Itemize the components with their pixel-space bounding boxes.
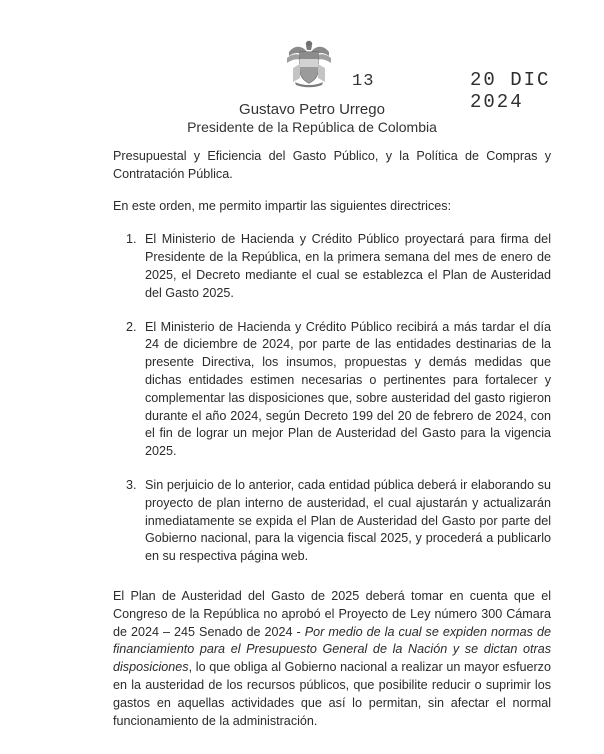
directive-text: El Ministerio de Hacienda y Crédito Público proyectará para firma del Presidente de la República, en la primera semana del mes de enero de 2025, el Decreto mediante el cual se establezca el Plan de Austeridad del Gasto 2025. <box>145 232 551 300</box>
date-stamp: 20 DIC 2024 <box>470 69 551 113</box>
directive-item <box>113 319 551 461</box>
directive-number: 2. <box>126 319 137 334</box>
page-number: 13 <box>352 72 375 91</box>
closing-text-end: , lo que obliga al Gobierno nacional a realizar un mayor esfuerzo en la austeridad de los recursos públicos, que posibilite reducir o suprimir los gastos en aquellas actividades que así lo permitan, sin afectar el normal funcionamiento de la administración. <box>113 660 551 728</box>
directive-text: El Ministerio de Hacienda y Crédito Público recibirá a más tardar el día 24 de diciembre de 2024, por parte de las entidades destinarias de la presente Directiva, los insumos, propuestas y demás medidas que dichas entidades estimen necesarias o pertinentes para fortalecer y complementar las disposiciones que, sobre austeridad del gasto rigieron durante el año 2024, según Decreto 199 del 20 de febrero de 2024, con el fin de lograr un mejor Plan de Austeridad del Gasto para la vigencia 2025. <box>145 319 551 459</box>
directives-list <box>113 231 551 566</box>
document-body <box>113 148 551 730</box>
directive-number: 1. <box>126 232 137 247</box>
bill-title-italic: Por medio de la cual se expiden normas de financiamiento para el Presupuesto General de la Nación y se dictan otras disposiciones <box>113 624 551 675</box>
signatory-block <box>0 101 604 135</box>
directive-text: Sin perjuicio de lo anterior, cada entidad pública deberá ir elaborando su proyecto de plan interno de austeridad, el cual ajustarán y actualizarán inmediatamente se expida el Plan de Austeridad del Gasto por parte del Gobierno nacional, para la vigencia fiscal 2025, y procederá a publicarlo en su respectiva página web. <box>145 477 551 564</box>
lead-paragraph: En este orden, me permito impartir las siguientes directrices: <box>113 198 452 213</box>
closing-paragraph <box>113 588 551 730</box>
signatory-title: Presidente de la República de Colombia <box>187 119 437 135</box>
closing-text-start: El Plan de Austeridad del Gasto de 2025 deberá tomar en cuenta que el Congreso de la República no aprobó el Proyecto de Ley número 300 Cámara de 2024 – 245 Senado de 2024 - <box>113 588 551 639</box>
directive-item <box>113 477 551 566</box>
directive-item <box>113 231 551 302</box>
intro-paragraph: Presupuestal y Eficiencia del Gasto Público, y la Política de Compras y Contratación Pública. <box>113 149 551 181</box>
directive-number: 3. <box>126 477 137 492</box>
colombia-coat-of-arms-icon <box>285 38 333 88</box>
signatory-name: Gustavo Petro Urrego <box>239 101 385 118</box>
